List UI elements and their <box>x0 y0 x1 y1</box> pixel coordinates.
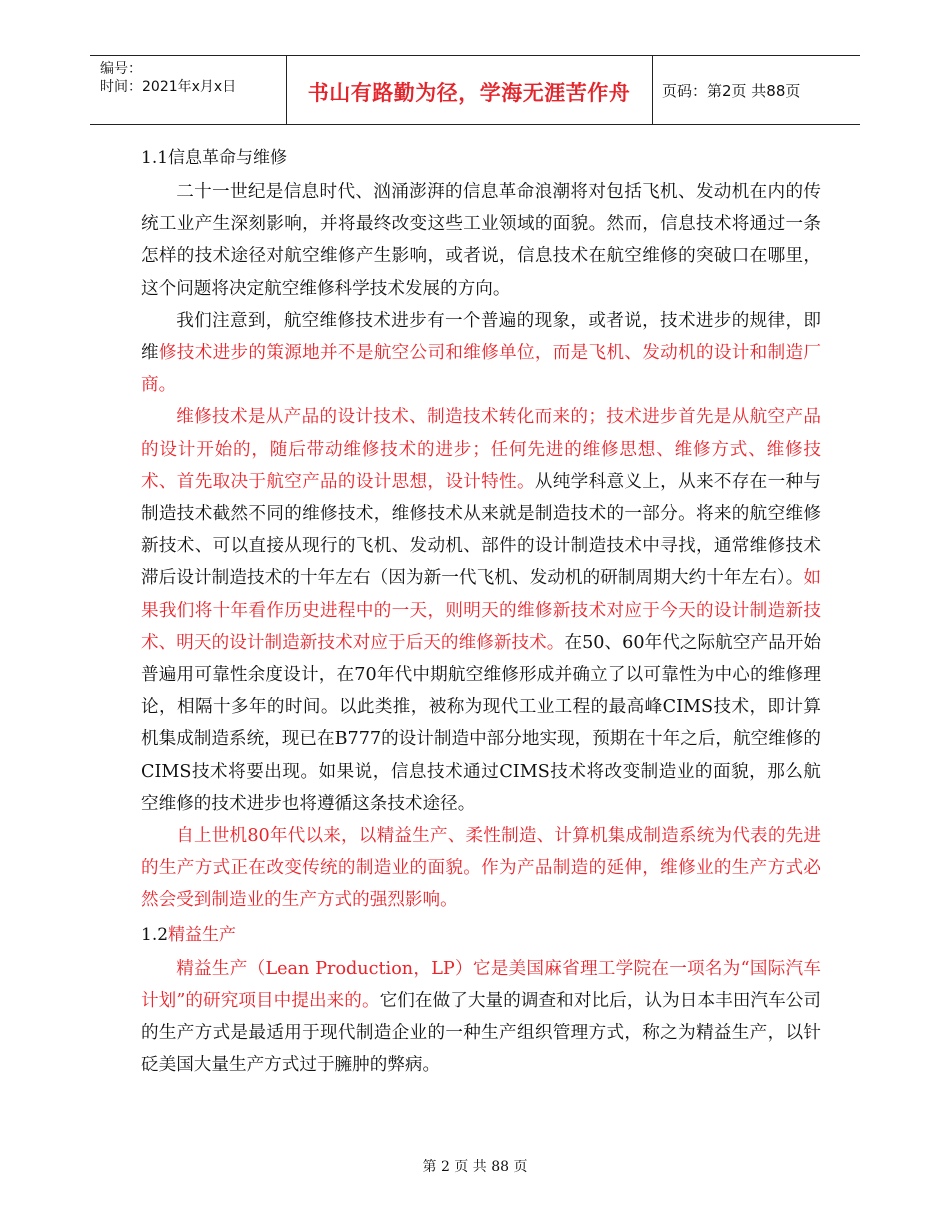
paragraph-text: 在50、60年代之际航空产品开始普遍用可靠性余度设计，在70年代中期航空维修形成并确立了以可靠性为中心的维修理论，相隔十多年的时间。以此类推，被称为现代工业工程的最高峰CIMS技术，即计算机集成制造系统，现已在B777的设计制造中部分地实现，预期在十年之后，航空维修的CIMS技术将要出现。如果说，信息技术通过CIMS技术将改变制造业的面貌，那么航空维修的技术进步也将遵循这条技术途径。 <box>141 632 821 814</box>
section-number: 1.2 <box>141 924 169 945</box>
section-heading <box>141 919 821 951</box>
page-footer: 第 2 页 共 88 页 <box>422 1159 528 1175</box>
paragraph <box>141 953 821 1082</box>
paragraph-text: 二十一世纪是信息时代、汹涌澎湃的信息革命浪潮将对包括飞机、发动机在内的传统工业产生深刻影响，并将最终改变这些工业领域的面貌。然而，信息技术将通过一条怎样的技术途径对航空维修产生影响，或者说，信息技术在航空维修的突破口在哪里，这个问题将决定航空维修科学技术发展的方向。 <box>141 182 821 299</box>
highlighted-text: 自上世机80年代以来，以精益生产、柔性制造、计算机集成制造系统为代表的先进的生产方式正在改变传统的制造业的面貌。作为产品制造的延伸，维修业的生产方式必然会受到制造业的生产方式的强烈影响。 <box>141 826 821 911</box>
highlighted-text: 精益生产（Lean Production，LP）它是美国麻省理工学院在一项名为“国际汽车计划”的研究项目中提出来的。 <box>141 958 821 1011</box>
section-heading: 1.1信息革命与维修 <box>141 148 288 168</box>
paragraph <box>141 820 821 917</box>
header-motto: 书山有路勤为径，学海无涯苦作舟 <box>307 81 631 105</box>
paragraph-text: 我们注意到，航空维修技术进步有一个普遍的现象，或者说，技术进步的规律，即维 <box>141 310 821 364</box>
header-page-info: 页码：第2页 共88页 <box>662 82 801 100</box>
paragraph <box>141 401 821 820</box>
highlighted-text: 维修技术是从产品的设计技术、制造技术转化而来的；技术进步首先是从航空产品的设计开始的，随后带动维修技术的进步；任何先进的维修思想、维修方式、维修技术、首先取决于航空产品的设计思想，设计特性。 <box>141 407 821 492</box>
document-time: 时间：2021年x月x日 <box>100 79 237 95</box>
page-header <box>90 55 860 125</box>
highlighted-text: 修技术进步的策源地并不是航空公司和维修单位，而是飞机、发动机的设计和制造厂商。 <box>141 343 821 396</box>
document-number-label: 编号： <box>100 61 142 77</box>
header-meta <box>100 60 236 96</box>
header-divider <box>652 56 653 124</box>
document-body <box>141 140 821 1081</box>
paragraph <box>141 305 821 402</box>
paragraph-text: 它们在做了大量的调查和对比后，认为日本丰田汽车公司的生产方式是最适用于现代制造企业的一种生产组织管理方式，称之为精益生产，以针砭美国大量生产方式过于臃肿的弊病。 <box>141 990 821 1076</box>
paragraph <box>141 176 821 305</box>
paragraph-text: 从纯学科意义上，从来不存在一种与制造技术截然不同的维修技术，维修技术从来就是制造技术的一部分。将来的航空维修新技术、可以直接从现行的飞机、发动机、部件的设计制造技术中寻找，通常维修技术滞后设计制造技术的十年左右（因为新一代飞机、发动机的研制周期大约十年左右）。 <box>141 471 821 589</box>
highlighted-text: 如果我们将十年看作历史进程中的一天，则明天的维修新技术对应于今天的设计制造新技术、明天的设计制造新技术对应于后天的维修新技术。 <box>141 568 821 653</box>
section-title: 精益生产 <box>168 924 237 945</box>
